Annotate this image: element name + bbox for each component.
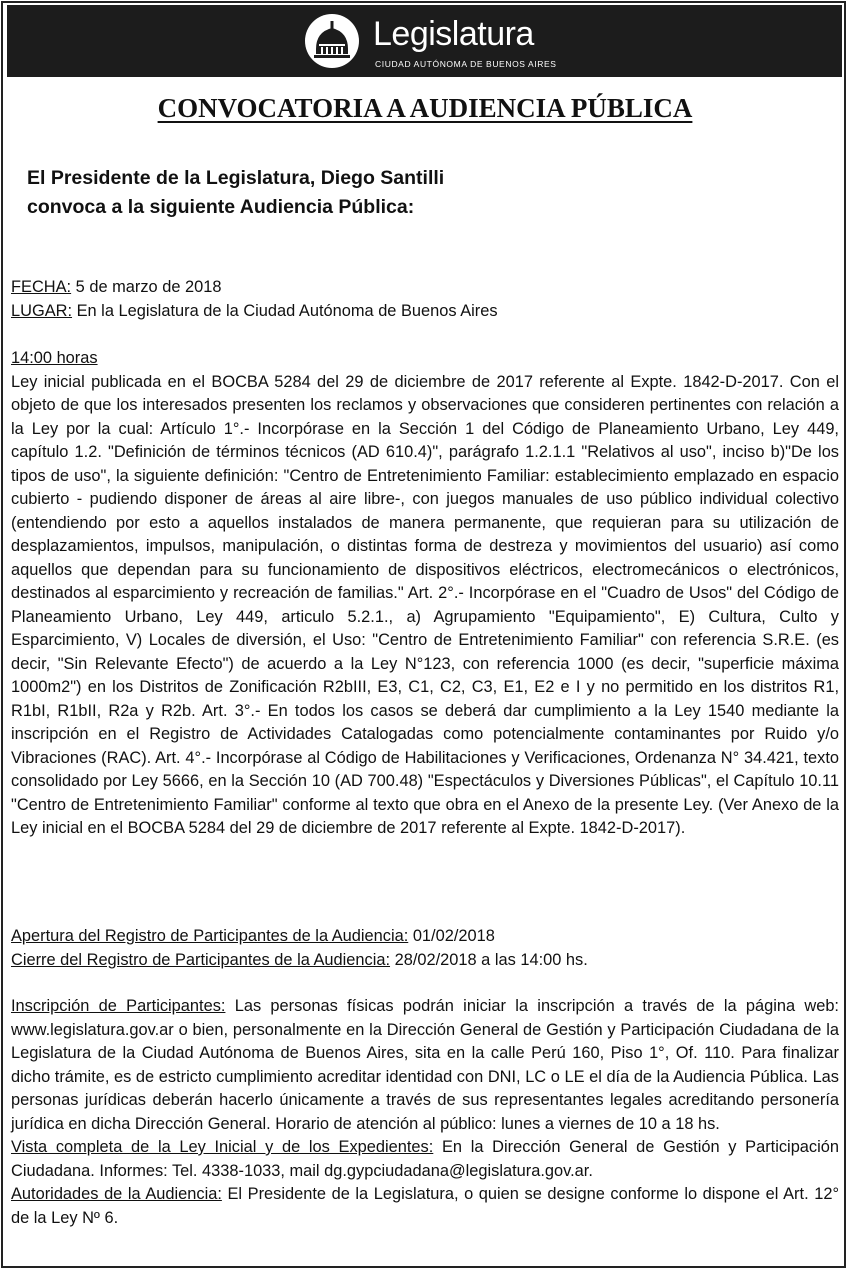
- hora-label: 14:00 horas: [11, 349, 98, 367]
- vista-value: En la Dirección General de Gestión y Participación Ciudadana. Informes: Tel. 4338-1033, mail dg.gypciudadana@legislatura.gov.ar.: [11, 1138, 839, 1180]
- lugar-row: [11, 300, 839, 324]
- logo-wordmark: Legislatura: [373, 15, 534, 53]
- intro-line-2: convoca a la siguiente Audiencia Pública:: [27, 196, 415, 218]
- lugar-value: En la Legislatura de la Ciudad Autónoma de Buenos Aires: [72, 301, 498, 320]
- apertura-row: [11, 925, 839, 949]
- autoridades-paragraph: [11, 1183, 839, 1230]
- registro-block: [11, 925, 839, 972]
- fecha-row: [11, 276, 839, 300]
- inscripcion-label: Inscripción de Participantes:: [11, 997, 226, 1015]
- cierre-value: 28/02/2018 a las 14:00 hs.: [390, 950, 588, 969]
- apertura-label: Apertura del Registro de Participantes de la Audiencia:: [11, 927, 409, 945]
- ley-text: Ley inicial publicada en el BOCBA 5284 del 29 de diciembre de 2017 referente al Expte. 1842-D-2017. Con el objeto de que los interesados presenten los reclamos y observaciones que consideren pertinentes con relación a la Ley por la cual: Artículo 1°.- Incorpórase en la Sección 1 del Código de Planeamiento Urbano, Ley 449, capítulo 1.2. "Definición de términos técnicos (AD 610.4)", parágrafo 1.2.1.1 "Relativos al uso", inciso b)"De los tipos de uso", la siguiente definición: "Centro de Entretenimiento Familiar: establecimiento emplazado en espacio cubierto - pudiendo disponer de áreas al aire libre-, con juegos manuales de uso público individual colectivo (entendiendo por esto a aquellos instalados de manera permanente, que requieran para su utilización de desplazamientos, impulsos, manipulación, o distintas forma de destreza y movimientos del usuario) así como aquellos que dependan para su funcionamiento de dispositivos eléctricos, electromecánicos o electrónicos, destinados al esparcimiento y recreación de familias." Art. 2°.- Incorpórase en el "Cuadro de Usos" del Código de Planeamiento Urbano, Ley 449, articulo 5.2.1., a) Agrupamiento "Equipamiento", E) Cultura, Culto y Esparcimiento, V) Locales de diversión, el Uso: "Centro de Entretenimiento Familiar" con referencia S.R.E. (es decir, "Sin Relevante Efecto") de acuerdo a la Ley N°123, con referencia 1000 (es decir, "superficie máxima 1000m2") en los Distritos de Zonificación R2bIII, E3, C1, C2, C3, E1, E2 e I y no permitido en los distritos R1, R1bI, R1bII, R2a y R2b. Art. 3°.- En todos los casos se deberá dar cumplimiento a la Ley 1540 mediante la inscripción en el Registro de Actividades Catalogadas como potencialmente contaminantes por Ruido y/o Vibraciones (RAC). Art. 4°.- Incorpórase al Código de Habilitaciones y Verificaciones, Ordenanza N° 34.421, texto consolidado por Ley 5666, en la Sección 10 (AD 700.48) "Espectáculos y Diversiones Públicas", el Capítulo 10.11 "Centro de Entretenimiento Familiar" conforme al texto que obra en el Anexo de la presente Ley. (Ver Anexo de la Ley inicial en el BOCBA 5284 del 29 de diciembre de 2017 referente al Expte. 1842-D-2017).: [11, 372, 839, 837]
- page-title: CONVOCATORIA A AUDIENCIA PÚBLICA: [157, 93, 693, 123]
- vista-paragraph: [11, 1136, 839, 1183]
- lugar-label: LUGAR:: [11, 301, 73, 320]
- cierre-label: Cierre del Registro de Participantes de la Audiencia:: [11, 950, 391, 969]
- apertura-value: 01/02/2018: [408, 927, 495, 945]
- header-banner: [7, 5, 842, 77]
- intro-statement: [27, 164, 627, 222]
- autoridades-value: El Presidente de la Legislatura, o quien se designe conforme lo dispone el Art. 12° de la Ley Nº 6.: [11, 1185, 839, 1227]
- vista-label: Vista completa de la Ley Inicial y de los Expedientes:: [11, 1138, 434, 1156]
- logo-subtitle: CIUDAD AUTÓNOMA DE BUENOS AIRES: [375, 59, 557, 69]
- cierre-row: [11, 949, 839, 973]
- participantes-block: [11, 995, 839, 1230]
- fecha-lugar-block: [11, 276, 839, 323]
- ley-block: [11, 347, 839, 841]
- inscripcion-value: Las personas físicas podrán iniciar la inscripción a través de la página web: www.legislatura.gov.ar o bien, personalmente en la Dirección General de Gestión y Participación Ciudadana de la Legislatura de la Ciudad Autónoma de Buenos Aires, sita en la calle Perú 160, Piso 1°, Of. 110. Para finalizar dicho trámite, es de estricto cumplimiento acreditar identidad con DNI, LC o LE el día de la Audiencia Pública. Las personas jurídicas deberán hacerlo únicamente a través de sus representantes legales acreditando personería jurídica en dicha Dirección General. Horario de atención al público: lunes a viernes de 10 a 18 hs.: [11, 997, 839, 1133]
- legislature-dome-logo-icon: [305, 14, 359, 68]
- inscripcion-paragraph: [11, 995, 839, 1136]
- autoridades-label: Autoridades de la Audiencia:: [11, 1185, 222, 1203]
- fecha-value: 5 de marzo de 2018: [71, 278, 222, 296]
- intro-line-1: El Presidente de la Legislatura, Diego Santilli: [27, 167, 445, 189]
- fecha-label: FECHA:: [11, 278, 72, 296]
